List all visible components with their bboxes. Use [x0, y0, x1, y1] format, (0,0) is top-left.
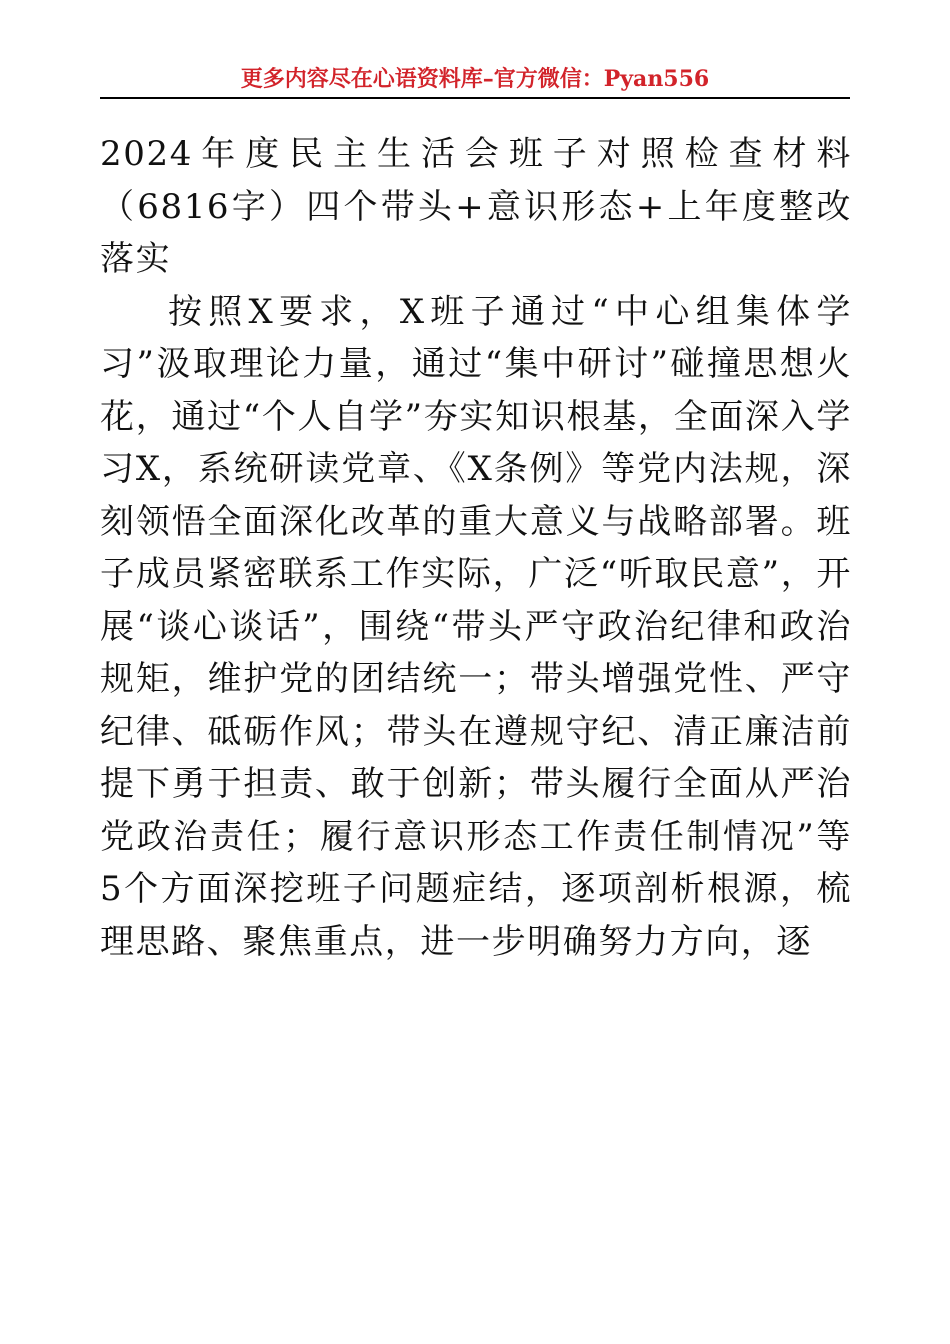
document-title: 2024年度民主生活会班子对照检查材料（6816字）四个带头+意识形态+上年度整改落实	[100, 134, 852, 279]
header-promo-text: 更多内容尽在心语资料库–官方微信：Pyan556	[240, 66, 710, 92]
header-divider	[100, 97, 850, 99]
body-paragraph: 按照X要求，X班子通过“中心组集体学习”汲取理论力量，通过“集中研讨”碰撞思想火花，通过“个人自学”夯实知识根基，全面深入学习X，系统研读党章、《X条例》等党内法规，深刻领悟全面深化改革的重大意义与战略部署。班子成员紧密联系工作实际，广泛“听取民意”，开展“谈心谈话”，围绕“带头严守政治纪律和政治规矩，维护党的团结统一；带头增强党性、严守纪律、砥砺作风；带头在遵规守纪、清正廉洁前提下勇于担责、敢于创新；带头履行全面从严治党政治责任；履行意识形态工作责任制情况”等5个方面深挖班子问题症结，逐项剖析根源，梳理思路、聚焦重点，进一步明确努力方向，逐	[100, 291, 852, 962]
document-body	[100, 128, 852, 968]
